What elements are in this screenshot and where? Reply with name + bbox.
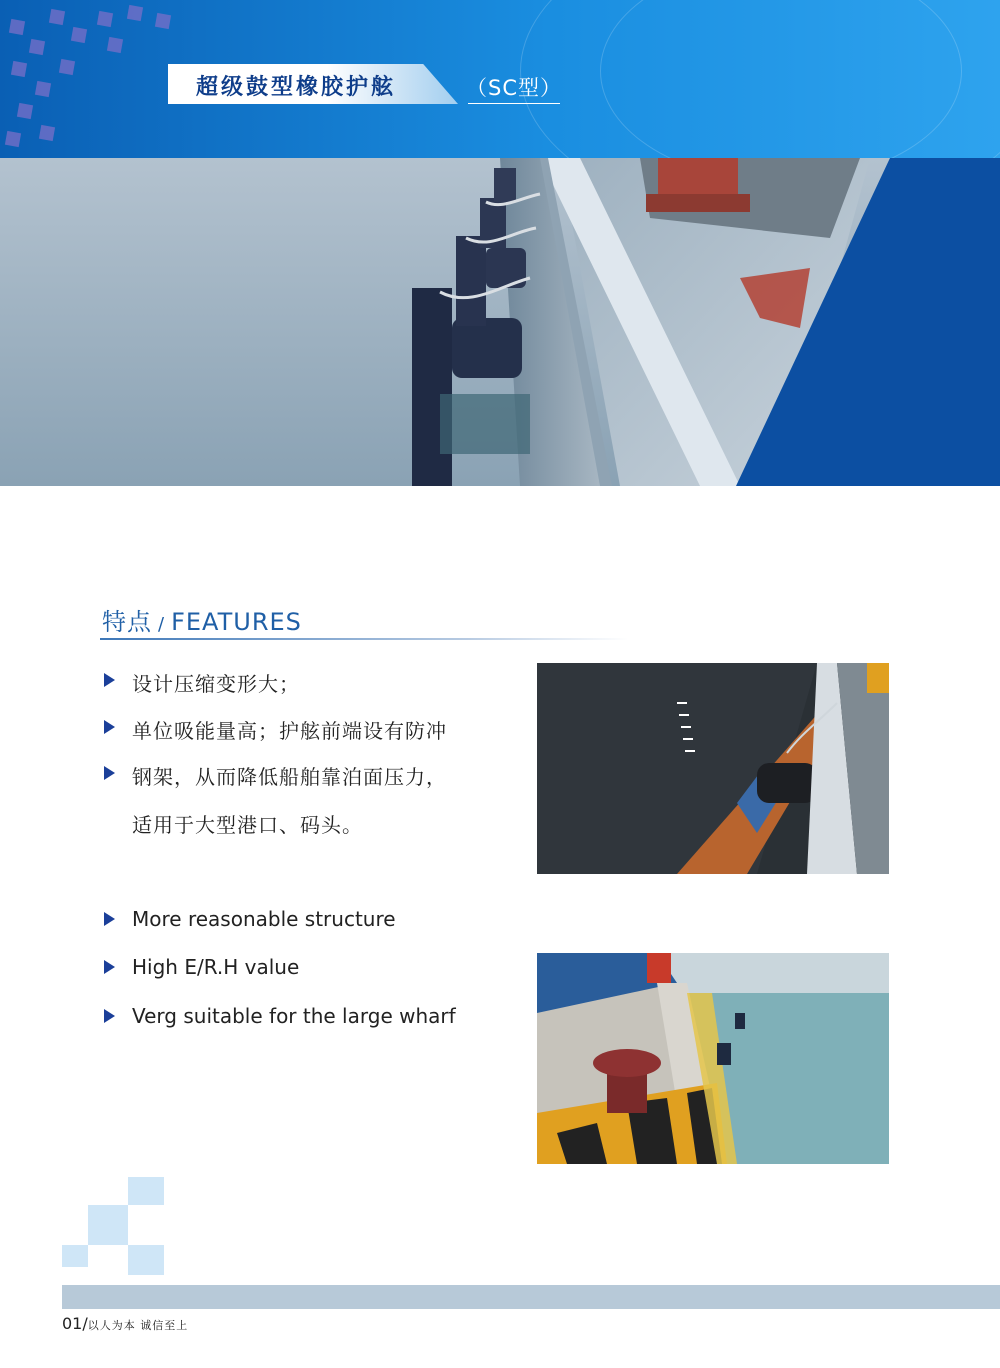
wharf-bollard-photo — [537, 953, 889, 1164]
square-decoration — [62, 1245, 88, 1267]
hero-photo — [0, 158, 1000, 486]
square-decoration — [35, 81, 51, 97]
footer-bar — [62, 1285, 1000, 1309]
square-decoration — [128, 1177, 164, 1205]
square-decoration — [29, 39, 45, 55]
feature-en-line-3: Verg suitable for the large wharf — [132, 1004, 456, 1028]
model-label: （SC型） — [466, 76, 562, 100]
bullet-triangle-icon — [104, 720, 115, 734]
page-number — [62, 1314, 188, 1333]
wharf-bollard-photo-illustration — [537, 953, 889, 1164]
fender-photo-hull — [537, 663, 889, 874]
hero-photo-illustration — [0, 158, 1000, 486]
heading-underline — [100, 638, 628, 640]
fender-photo-hull-illustration — [537, 663, 889, 874]
page-title: 超级鼓型橡胶护舷 — [196, 75, 397, 100]
square-decoration — [97, 11, 113, 27]
square-decoration — [107, 37, 123, 53]
square-decoration — [155, 13, 171, 29]
square-decoration — [49, 9, 65, 25]
square-decoration — [5, 131, 21, 147]
square-decoration — [11, 61, 27, 77]
globe-decoration — [600, 0, 962, 158]
bullet-triangle-icon — [104, 673, 115, 687]
square-decoration — [71, 27, 87, 43]
feature-cn-line-2: 单位吸能量高；护舷前端设有防冲 — [132, 719, 447, 743]
bullet-triangle-icon — [104, 1009, 115, 1023]
bullet-triangle-icon — [104, 766, 115, 780]
feature-cn-line-3: 钢架，从而降低船舶靠泊面压力， — [132, 765, 447, 789]
feature-en-line-1: More reasonable structure — [132, 907, 396, 931]
features-heading — [102, 602, 302, 637]
bullet-triangle-icon — [104, 912, 115, 926]
square-decoration — [17, 103, 33, 119]
square-decoration — [128, 1245, 164, 1275]
model-underline — [468, 103, 560, 104]
square-decoration — [127, 5, 143, 21]
feature-cn-line-4: 适用于大型港口、码头。 — [132, 813, 363, 837]
square-decoration — [88, 1205, 128, 1245]
features-heading-cn: 特点 — [102, 608, 152, 636]
page-number-value: 01/ — [62, 1314, 88, 1333]
feature-cn-line-1: 设计压缩变形大； — [132, 672, 300, 696]
square-decoration — [9, 19, 25, 35]
footer-motto: 以人为本 诚信至上 — [87, 1319, 189, 1332]
features-heading-en: FEATURES — [171, 608, 302, 636]
bullet-triangle-icon — [104, 960, 115, 974]
square-decoration — [59, 59, 75, 75]
feature-en-line-2: High E/R.H value — [132, 955, 300, 979]
heading-slash: / — [158, 614, 166, 635]
square-decoration — [39, 125, 55, 141]
